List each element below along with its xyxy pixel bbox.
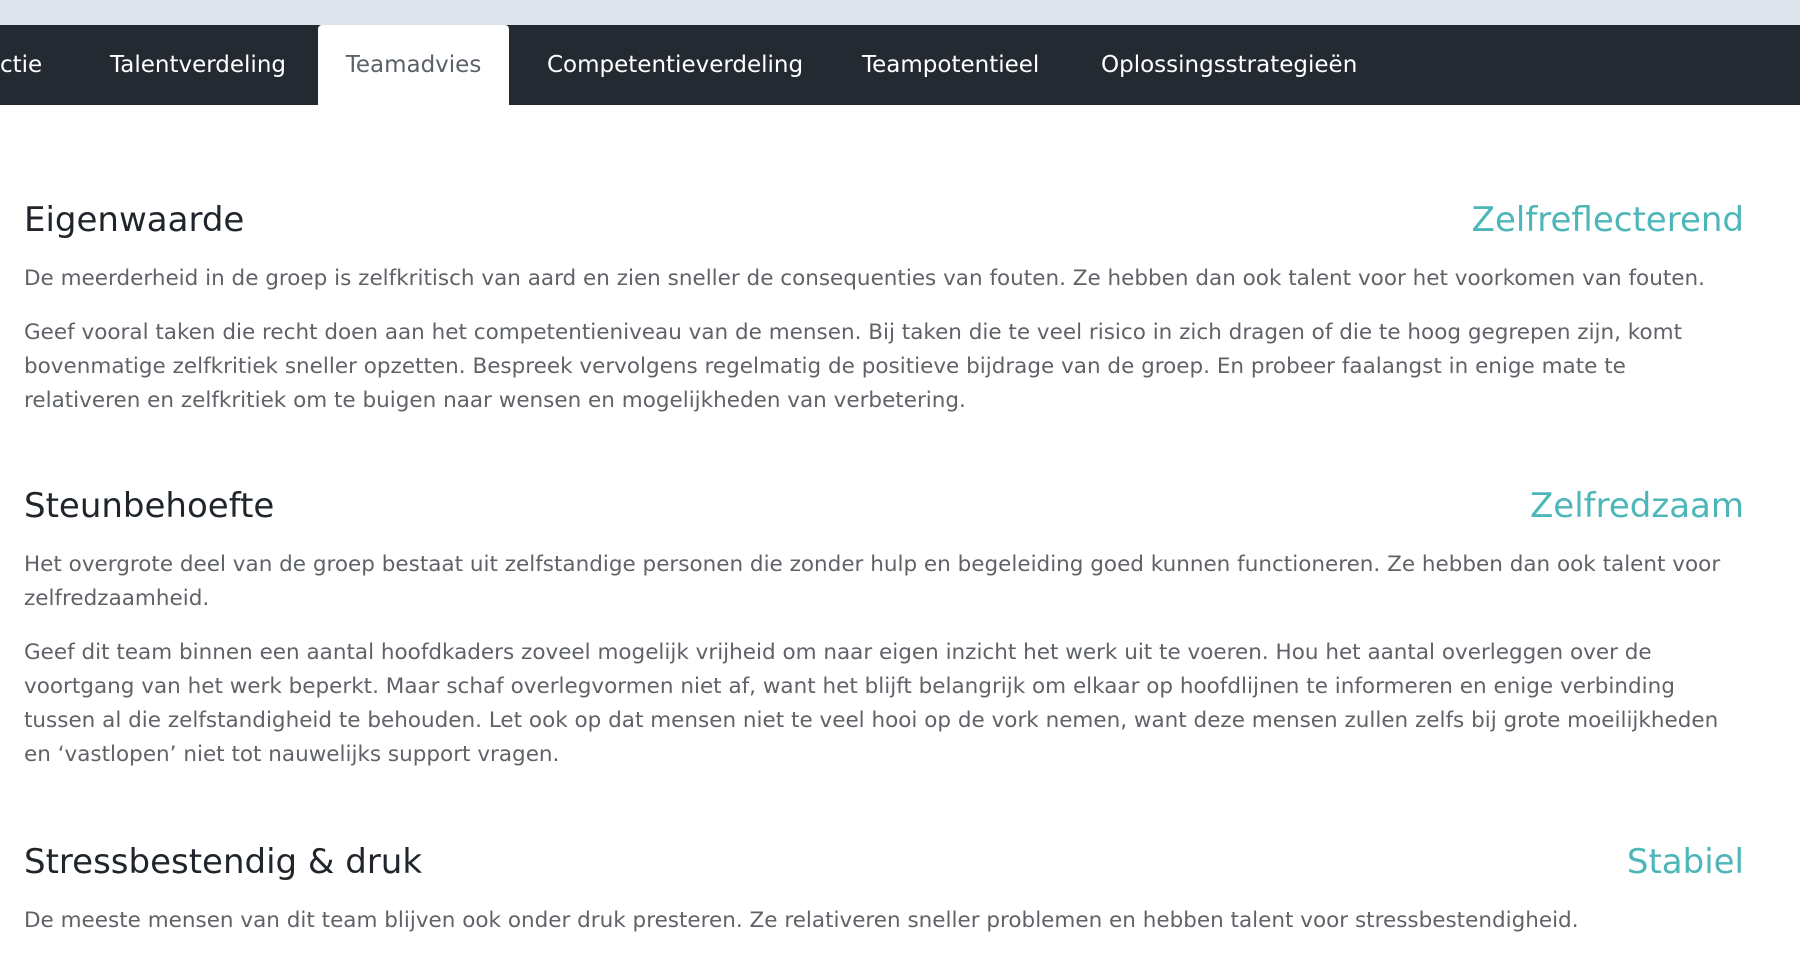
section-profile-label: Stabiel [1626,842,1744,882]
section-header [24,842,1744,892]
section-profile-label: Zelfredzaam [1530,486,1744,526]
section-description: De meeste mensen van dit team blijven ook onder druk presteren. Ze relativeren sneller problemen en hebben talent voor stressbestendigheid. [24,908,1579,933]
tab-teampotentieel[interactable]: Teampotentieel [862,52,1040,78]
tab-ctie[interactable]: ctie [0,52,43,78]
section-advice: Geef dit team binnen een aantal hoofdkaders zoveel mogelijk vrijheid om naar eigen inzicht het werk uit te voeren. Hou het aantal overleggen over de voortgang van het werk beperkt. Maar schaf overlegvormen niet af, want het blijft belangrijk om elkaar op hoofdlijnen te informeren en enige verbinding tussen al die zelfstandigheid te behouden. Let ook op dat mensen niet te veel hooi op de vork nemen, want deze mensen zullen zelfs bij grote moeilijkheden en ‘vastlopen’ niet tot nauwelijks support vragen. [24,640,1719,767]
section-description: Het overgrote deel van de groep bestaat uit zelfstandige personen die zonder hulp en begeleiding goed kunnen functioneren. Ze hebben dan ook talent voor zelfredzaamheid. [24,552,1721,611]
section-steunbehoefte [24,486,1744,772]
tab-navigation-bar [0,25,1800,105]
section-header [24,486,1744,536]
section-title: Eigenwaarde [24,200,245,240]
section-title: Steunbehoefte [24,486,275,526]
section-stressbestendig [24,842,1744,938]
tab-oplossingsstrategieen[interactable]: Oplossingsstrategieën [1101,52,1358,78]
section-header [24,200,1744,250]
tab-talentverdeling[interactable]: Talentverdeling [110,52,286,78]
section-description: De meerderheid in de groep is zelfkritisch van aard en zien sneller de consequenties van fouten. Ze hebben dan ook talent voor het voorkomen van fouten. [24,266,1705,291]
section-advice: Geef vooral taken die recht doen aan het competentieniveau van de mensen. Bij taken die te veel risico in zich dragen of die te hoog gegrepen zijn, komt bovenmatige zelfkritiek sneller opzetten. Bespreek vervolgens regelmatig de positieve bijdrage van de groep. En probeer faalangst in enige mate te relativeren en zelfkritiek om te buigen naar wensen en mogelijkheden van verbetering. [24,320,1683,413]
tab-teamadvies[interactable]: Teamadvies [318,25,509,105]
section-eigenwaarde [24,200,1744,418]
browser-top-strip [0,0,1800,25]
tab-competentieverdeling[interactable]: Competentieverdeling [547,52,804,78]
section-profile-label: Zelfreflecterend [1471,200,1744,240]
section-title: Stressbestendig & druk [24,842,423,882]
